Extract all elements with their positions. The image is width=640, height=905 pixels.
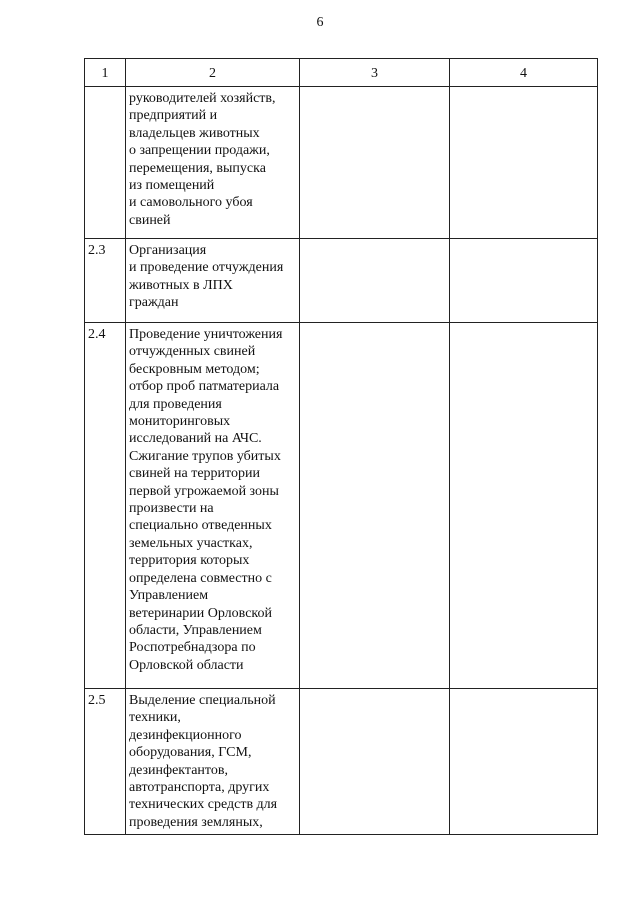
measure-description-cell: Выделение специальной техники, дезинфекционного оборудования, ГСМ, дезинфектантов, автотранспорта, других технических средств для проведения земляных, [126, 689, 300, 835]
column-3-cell [300, 689, 450, 835]
row-number-cell: 2.5 [85, 689, 126, 835]
column-4-cell [450, 239, 598, 323]
column-3-cell [300, 323, 450, 689]
page-number: 6 [316, 15, 324, 30]
column-3-cell [300, 87, 450, 239]
column-header-4: 4 [450, 59, 598, 87]
measures-table [84, 58, 598, 835]
measure-description-cell: руководителей хозяйств, предприятий и владельцев животных о запрещении продажи, перемещения, выпуска из помещений и самовольного убоя свиней [126, 87, 300, 239]
table-row [85, 239, 598, 323]
column-header-3: 3 [300, 59, 450, 87]
column-4-cell [450, 689, 598, 835]
column-4-cell [450, 87, 598, 239]
column-header-2: 2 [126, 59, 300, 87]
measure-description-cell: Проведение уничтожения отчужденных свиней бескровным методом; отбор проб патматериала для проведения мониторинговых исследований на АЧС. Сжигание трупов убитых свиней на территории первой угрожаемой зоны произвести на специально отведенных земельных участках, территория которых определена совместно с Управлением ветеринарии Орловской области, Управлением Роспотребнадзора по Орловской области [126, 323, 300, 689]
row-number-cell [85, 87, 126, 239]
column-3-cell [300, 239, 450, 323]
row-number-cell: 2.3 [85, 239, 126, 323]
column-header-1: 1 [85, 59, 126, 87]
table-header-row [85, 59, 598, 87]
table-row [85, 323, 598, 689]
table-row [85, 689, 598, 835]
table-row [85, 87, 598, 239]
row-number-cell: 2.4 [85, 323, 126, 689]
measure-description-cell: Организация и проведение отчуждения животных в ЛПХ граждан [126, 239, 300, 323]
column-4-cell [450, 323, 598, 689]
